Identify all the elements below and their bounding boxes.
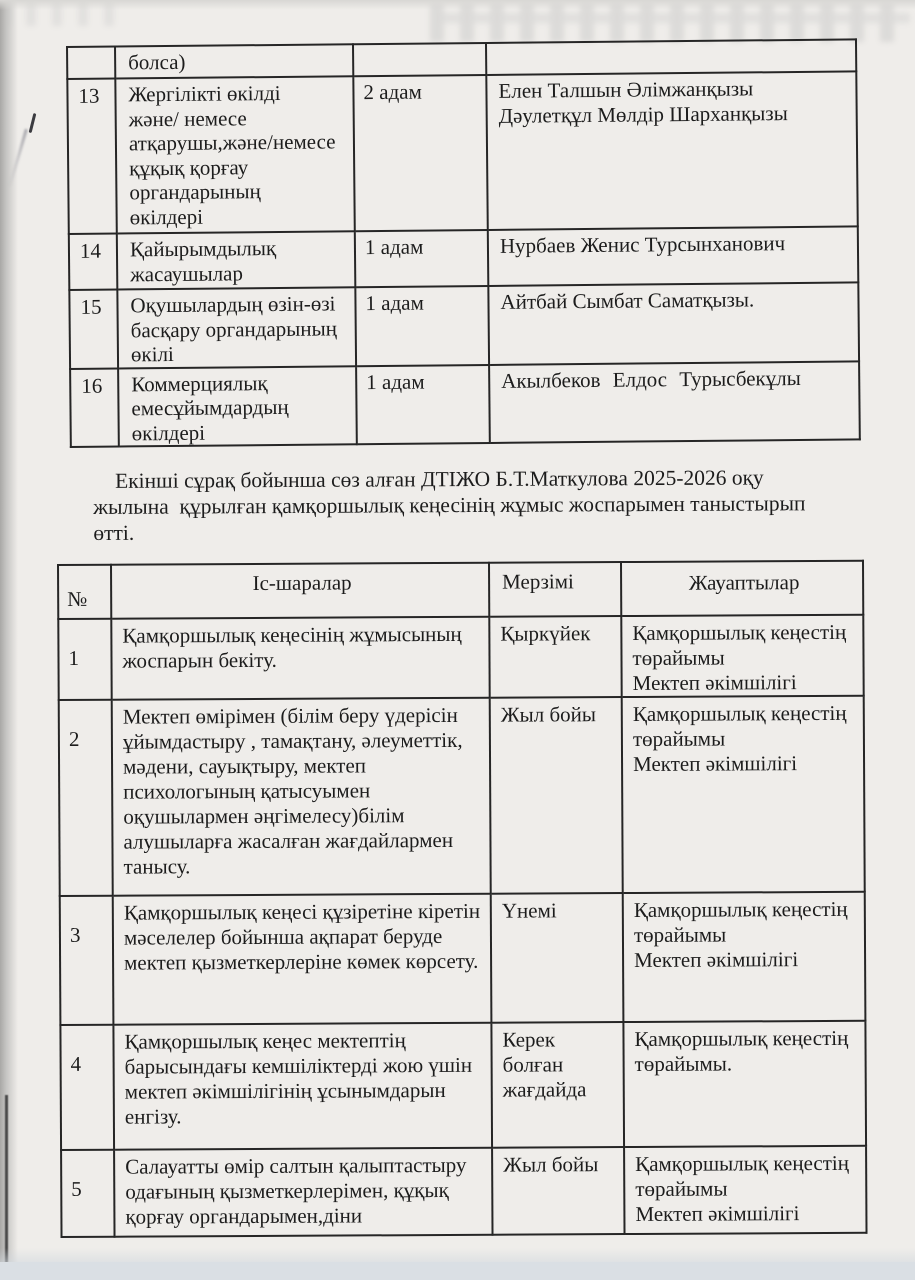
responsible-cell: Қамқоршылық кеңестің төрайымы Мектеп әкімшілігі [623, 892, 866, 1022]
row-number-cell: 15 [69, 290, 118, 369]
table-row [70, 361, 860, 447]
responsible-cell: Қамқоршылық кеңестің төрайымы. [623, 1021, 866, 1147]
scanner-bottom-strip [0, 1262, 915, 1280]
table-row [69, 226, 859, 290]
header-term: Мерзімі [489, 562, 621, 617]
activity-cell: Мектеп өмірімен (білім беру үдерісін ұйымдастыру , тамақтану, әлеуметтік, мәдени, сауықтыру, мектеп психологының қатысуымен оқушылармен әңгімелесу)білім алушыларға жасалған жағдайлармен танысу. [112, 698, 491, 896]
term-cell: Керек болған жағдайда [491, 1022, 624, 1148]
responsible-cell: Қамқоршылық кеңестің төрайымы Мектеп әкімшілігі [624, 1146, 866, 1234]
responsible-cell: Қамқоршылық кеңестің төрайымы Мектеп әкімшілігі [621, 615, 863, 697]
names-cell: Нурбаев Женис Турсынханович [488, 226, 859, 286]
responsible-cell: Қамқоршылық кеңестің төрайымы Мектеп әкімшілігі [622, 696, 865, 893]
work-plan-table-container [57, 560, 868, 1238]
scan-bottom-shadow [0, 1248, 915, 1262]
table-row [69, 282, 859, 368]
work-plan-table [57, 560, 868, 1238]
row-number-cell: 1 [58, 619, 111, 700]
table-header-row [58, 561, 863, 619]
names-cell: Акылбеков Елдос Турысбекұлы [489, 361, 860, 443]
body-paragraph: Екінші сұрақ бойынша сөз алған ДТІЖО Б.Т.Маткулова 2025-2026 оқу жылына құрылған қамқоршылық кеңесінің жұмыс жоспарымен таныстырып өтті. [93, 465, 811, 545]
count-cell: 1 адам [355, 230, 489, 287]
count-cell: 2 адам [353, 75, 487, 231]
table-row [67, 71, 857, 234]
header-number: № [58, 565, 111, 619]
category-cell: Жергілікті өкілді және/ немесе атқарушы,және/немесе құқық қорғау органдарының өкілдері [115, 76, 354, 233]
scanner-edge-line [5, 1095, 8, 1265]
term-cell: Жыл бойы [492, 1147, 624, 1235]
names-cell [486, 39, 856, 75]
names-cell: Айтбай Сымбат Саматқызы. [488, 282, 859, 364]
members-table-container [66, 38, 861, 448]
members-table [66, 38, 861, 448]
table-row [58, 615, 863, 700]
term-cell: Қыркүйек [489, 616, 621, 698]
category-cell: Қайырымдылық жасаушылар [117, 231, 356, 289]
row-number-cell: 13 [67, 79, 116, 234]
activity-cell: Салауатты өмір салтын қалыптастыру одағының қызметкерлерімен, құқық қорғау органдарымен,діни [114, 1148, 492, 1237]
names-cell: Елен Талшын Әлімжанқызы Дәулетқұл Мөлдір Шарханқызы [486, 71, 857, 230]
count-cell: 1 адам [356, 364, 490, 444]
count-cell [353, 43, 486, 76]
row-number-cell: 14 [69, 234, 118, 290]
row-number-cell: 4 [60, 1025, 114, 1150]
row-number-cell [67, 47, 115, 79]
table-row [61, 1146, 866, 1237]
row-number-cell: 16 [70, 368, 119, 447]
row-number-cell: 3 [60, 896, 114, 1025]
table-row [59, 696, 865, 896]
header-activities: Іс-шаралар [111, 563, 489, 619]
pen-mark [29, 113, 36, 133]
scanner-edge-shadow [0, 0, 18, 1280]
category-cell: болса) [115, 44, 353, 78]
scanner-edge-shadow [0, 0, 915, 10]
table-row [60, 1021, 866, 1150]
activity-cell: Қамқоршылық кеңес мектептің барысындағы кемшіліктерді жою үшін мектеп әкімшілігінің ұсынымдарын енгізу. [113, 1023, 492, 1150]
header-responsible: Жауаптылар [621, 561, 863, 616]
activity-cell: Қамқоршылық кеңесінің жұмысының жоспарын бекіту. [111, 617, 489, 700]
category-cell: Коммерциялық емесұйымдардың өкілдері [118, 366, 357, 447]
table-row [60, 892, 866, 1025]
row-number-cell: 5 [61, 1150, 114, 1237]
activity-cell: Қамқоршылық кеңесі құзіретіне кіретін мәселелер бойынша ақпарат беруде мектеп қызметкерлеріне көмек көрсету. [113, 894, 492, 1025]
category-cell: Оқушылардың өзін-өзі басқару органдарының өкілі [117, 287, 356, 368]
count-cell: 1 адам [355, 286, 489, 366]
term-cell: Үнемі [491, 893, 624, 1023]
term-cell: Жыл бойы [490, 697, 623, 894]
row-number-cell: 2 [59, 700, 113, 896]
